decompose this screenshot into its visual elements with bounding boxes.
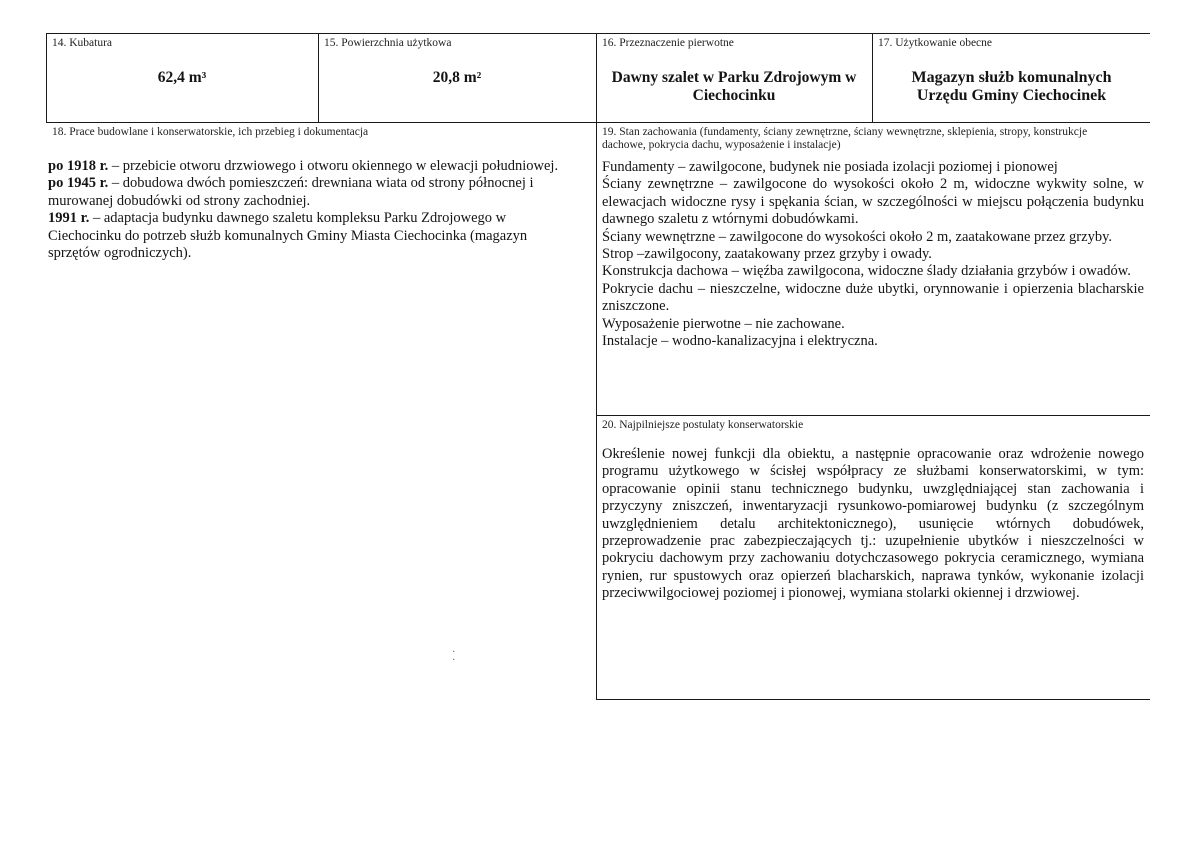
prace-entry-text: – dobudowa dwóch pomieszczeń: drewniana wiata od strony północnej i murowanej dobudówki od strony zachodniej.: [48, 175, 534, 209]
prace-entry-year: po 1918 r.: [48, 158, 109, 174]
postulaty-text: Określenie nowej funkcji dla obiektu, a następnie opracowanie oraz wdrożenie nowego programu użytkowego w ścisłej współpracy ze służbami konserwatorskimi, w tym: opracowanie opinii stanu technicznego budynku, uwzględniającej stan zachowania i przyczyny zniszczeń, inwentaryzacji rysunkowo-pomiarowej budynku (z szczególnym uwzględnieniem detalu architektonicznego), usunięcie wtórnych dobudówek, przeprowadzenie prac zabezpieczających tj.: uzupełnienie ubytków i nieszczelności w pokryciu dachowym przy zachowaniu dotychczasowego pokrycia ceramicznego, wymiana rynien, rur spustowych oraz opierzeń blacharskich, naprawa tynków, wykonanie izolacji przeciwwilgociowej poziomej i pionowej, wymiana stolarki okiennej i drzwiowej.: [602, 446, 1144, 602]
stan-paragraphs: [602, 159, 1144, 350]
przeznaczenie-label: 16. Przeznaczenie pierwotne: [602, 37, 734, 49]
postulaty-label: 20. Najpilniejsze postulaty konserwatorskie: [602, 419, 804, 431]
stan-label: 19. Stan zachowania (fundamenty, ściany zewnętrzne, ściany wewnętrzne, sklepienia, stropy, konstrukcje dachowe, pokrycia dachu, wyposażenie i instalacje): [602, 126, 1088, 151]
stan-paragraph: Ściany wewnętrzne – zawilgocone do wysokości około 2 m, zaatakowane przez grzyby.: [602, 228, 1113, 245]
stan-paragraph: Fundamenty – zawilgocone, budynek nie posiada izolacji poziomej i pionowej: [602, 159, 1058, 175]
prace-entry-year: po 1945 r.: [48, 175, 109, 192]
scan-speck: ·: [452, 655, 456, 666]
postulaty-section: [597, 416, 1150, 699]
prace-entry: [48, 210, 578, 262]
stan-section: [597, 123, 1150, 415]
prace-label: 18. Prace budowlane i konserwatorskie, ich przebieg i dokumentacja: [52, 126, 369, 138]
stan-paragraph: Instalacje – wodno-kanalizacyjna i elektryczna.: [602, 333, 878, 350]
uzytkowanie-label: 17. Użytkowanie obecne: [878, 37, 993, 49]
scan-speck: ·: [452, 647, 456, 658]
stan-paragraph: Strop –zawilgocony, zaatakowany przez grzyby i owady.: [602, 246, 932, 263]
stan-paragraph: Wyposażenie pierwotne – nie zachowane.: [602, 315, 845, 332]
prace-entry: [48, 158, 578, 175]
powierzchnia-cell: [319, 34, 595, 122]
uzytkowanie-cell: [873, 34, 1150, 122]
powierzchnia-value: 20,8 m²: [432, 69, 482, 86]
stan-paragraph: Ściany zewnętrzne – zawilgocone do wysokości około 2 m, widoczne wykwity solne, w elewacjach widoczne rysy i spękania ścian, w szczególności w miejscu połączenia budynku dawnego szaletu z wtórnymi dobudówkami.: [602, 176, 1144, 228]
stan-paragraph: Pokrycie dachu – nieszczelne, widoczne duże ubytki, orynnowanie i opierzenia blacharskie zniszczone.: [602, 280, 1144, 315]
prace-entry-text: – adaptacja budynku dawnego szaletu kompleksu Parku Zdrojowego w Ciechocinku do potrzeb służb komunalnych Gminy Miasta Ciechocinka (magazyn sprzętów ogrodniczych).: [48, 210, 528, 262]
kubatura-value: 62,4 m³: [157, 69, 207, 86]
przeznaczenie-value: Dawny szalet w Parku Zdrojowym w Ciechocinku: [611, 69, 857, 104]
prace-section: [47, 123, 595, 423]
prace-entry-year: 1991 r.: [48, 210, 90, 227]
kubatura-cell: [47, 34, 317, 122]
prace-entries: [48, 158, 578, 262]
przeznaczenie-cell: [597, 34, 871, 122]
powierzchnia-label: 15. Powierzchnia użytkowa: [324, 37, 452, 49]
kubatura-label: 14. Kubatura: [52, 37, 113, 49]
uzytkowanie-value: Magazyn służb komunalnych Urzędu Gminy Ciechocinek: [911, 69, 1112, 104]
prace-entry: [48, 175, 578, 210]
prace-entry-text: – przebicie otworu drzwiowego i otworu okiennego w elewacji południowej.: [108, 158, 559, 174]
section-20-bottom-border: [596, 699, 1150, 700]
stan-paragraph: Konstrukcja dachowa – więźba zawilgocona, widoczne ślady działania grzybów i owadów.: [602, 263, 1131, 280]
